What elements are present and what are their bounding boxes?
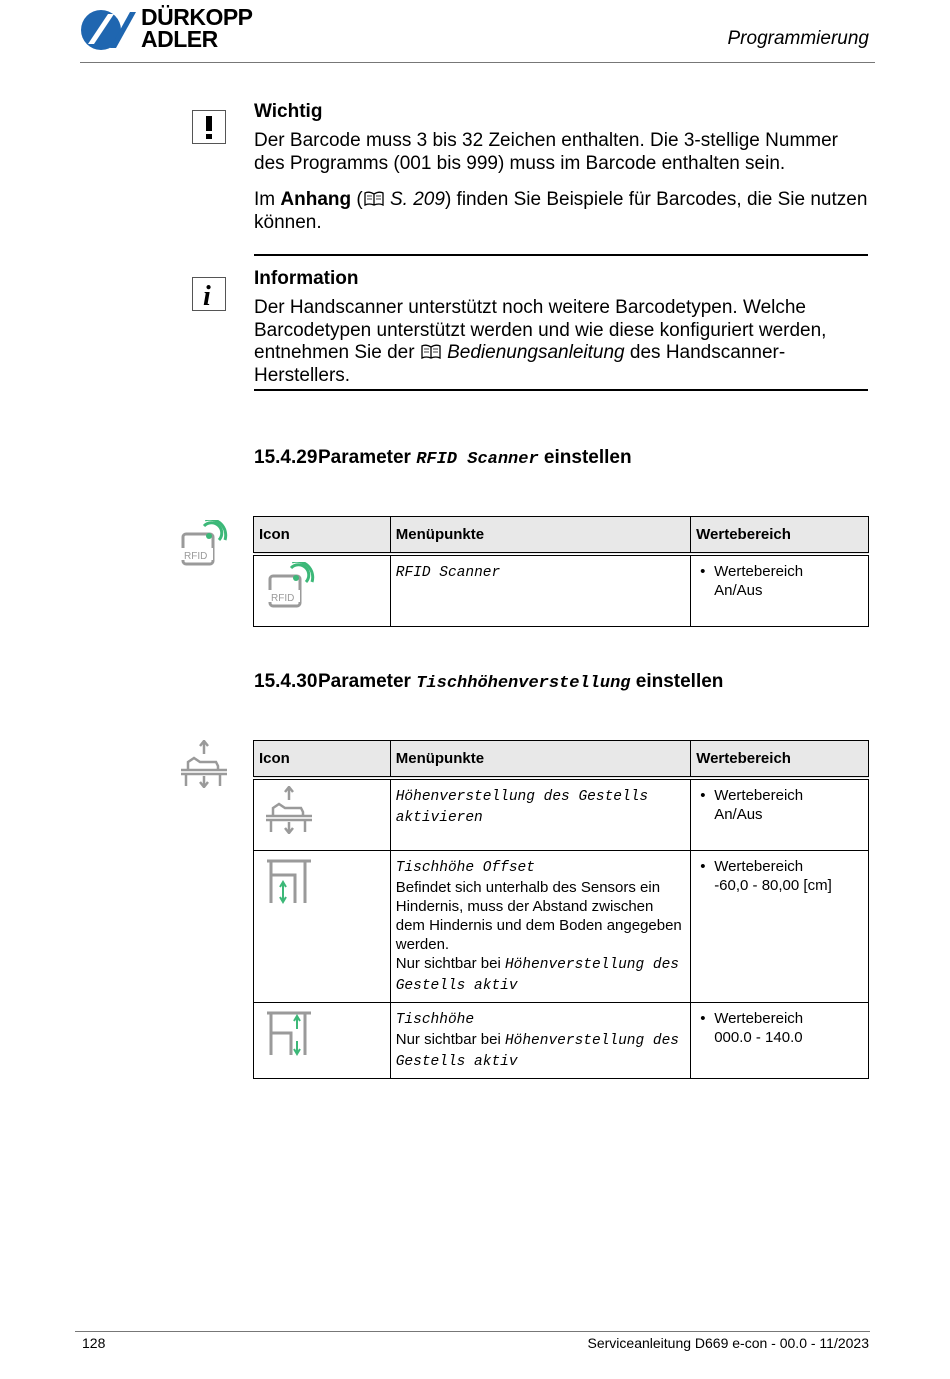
ref-open: ( [351, 189, 363, 210]
col-header-menu: Menüpunkte [390, 517, 690, 555]
height-adjust-icon [265, 786, 313, 834]
row-range-cell [691, 554, 869, 626]
exclamation-icon [192, 110, 226, 144]
row-icon-cell [254, 1002, 391, 1078]
ref-page-link[interactable]: S. 209 [390, 189, 445, 210]
section-title-prefix: Parameter [318, 447, 417, 468]
col-header-icon: Icon [254, 517, 391, 555]
brand-line-1: DÜRKOPP [141, 4, 253, 30]
menu-item-description: Befindet sich unterhalb des Sensors ein Hindernis, muss der Abstand zwischen dem Hindernis und dem Boden angegeben werden. [395, 878, 682, 953]
menu-item-name: Tischhöhe [395, 1011, 475, 1028]
note-info-text [254, 297, 869, 387]
brand-line-2: ADLER [141, 26, 218, 52]
row-menu-cell [390, 850, 690, 1002]
ref-appendix-label: Anhang [280, 189, 352, 210]
row-range-cell [691, 778, 869, 850]
table-row [254, 1002, 869, 1078]
visibility-prefix: Nur sichtbar bei [395, 954, 505, 972]
rfid-icon [180, 520, 230, 568]
row-menu-cell [390, 1002, 690, 1078]
section-title-param: RFID Scanner [416, 450, 539, 469]
book-icon [363, 191, 385, 207]
col-header-menu: Menüpunkte [390, 741, 690, 779]
ref-prefix: Im [254, 189, 281, 210]
row-icon-cell [254, 778, 391, 850]
rfid-param-table [253, 516, 869, 627]
rfid-icon [267, 562, 317, 610]
range-value: 000.0 - 140.0 [714, 1028, 803, 1046]
note-info-heading: Information [254, 268, 359, 289]
row-range-cell [691, 1002, 869, 1078]
row-menu-cell [390, 554, 690, 626]
row-range-cell [691, 850, 869, 1002]
visibility-prefix: Nur sichtbar bei [395, 1030, 505, 1048]
table-height-icon [265, 1009, 313, 1057]
note-divider [254, 254, 868, 256]
section-heading-table-height [254, 671, 723, 693]
visibility-param: Höhenverstellung des Gestells aktiv [395, 1032, 679, 1070]
section-title-prefix: Parameter [318, 671, 417, 692]
book-icon [420, 344, 442, 360]
table-row [254, 778, 869, 850]
row-icon-cell [254, 554, 391, 626]
col-header-icon: Icon [254, 741, 391, 779]
brand-name [141, 6, 253, 50]
svg-text:RFID: RFID [184, 551, 208, 562]
table-row [254, 554, 869, 626]
menu-item-name: Tischhöhe Offset [395, 859, 535, 876]
document-title: Serviceanleitung D669 e-con - 00.0 - 11/2023 [587, 1335, 869, 1351]
section-title-suffix: einstellen [538, 447, 632, 468]
info-text-prefix: Der Handscanner unterstützt noch weitere Barcodetypen. Welche Barcodetypen unterstützt werden und wie diese konfiguriert werden, entnehmen Sie der [254, 297, 827, 363]
footer-divider [75, 1331, 870, 1332]
menu-item-name: RFID Scanner [395, 565, 501, 581]
svg-text:i: i [203, 281, 211, 310]
info-text-suffix: des Handscanner-Herstellers. [254, 342, 786, 386]
note-important-text: Der Barcode muss 3 bis 32 Zeichen enthalten. Die 3-stellige Nummer des Programms (001 bis 999) muss im Barcode enthalten sein. [254, 130, 838, 174]
table-offset-icon [265, 857, 313, 905]
col-header-range: Wertebereich [691, 517, 869, 555]
col-header-range: Wertebereich [691, 741, 869, 779]
range-value: An/Aus [714, 582, 763, 599]
brand-logo-icon [80, 8, 136, 52]
note-divider [254, 389, 868, 391]
svg-text:RFID: RFID [271, 593, 295, 604]
range-value: -60,0 - 80,00 [cm] [714, 876, 832, 894]
page-number: 128 [82, 1335, 106, 1351]
range-value: An/Aus [714, 806, 763, 823]
table-row [254, 850, 869, 1002]
visibility-param: Höhenverstellung des Gestells aktiv [395, 956, 679, 994]
height-adjust-icon [180, 740, 228, 788]
range-label: Wertebereich [714, 1009, 804, 1027]
row-menu-cell [390, 778, 690, 850]
section-title-suffix: einstellen [630, 671, 724, 692]
note-important-heading: Wichtig [254, 101, 323, 122]
page-section-title: Programmierung [727, 28, 869, 49]
range-label: Wertebereich [714, 787, 804, 804]
header-divider [80, 62, 875, 63]
menu-item-name: Höhenverstellung des Gestells aktivieren [395, 789, 649, 826]
info-icon [192, 277, 226, 311]
range-label: Wertebereich [714, 857, 804, 875]
range-label: Wertebereich [714, 563, 804, 580]
info-manual-link[interactable]: Bedienungsanleitung [447, 342, 625, 363]
section-number: 15.4.29 [254, 447, 318, 468]
table-header-row [254, 741, 869, 779]
row-icon-cell [254, 850, 391, 1002]
section-number: 15.4.30 [254, 671, 318, 692]
table-header-row [254, 517, 869, 555]
note-important-reference [254, 189, 869, 234]
section-title-param: Tischhöhenverstellung [416, 674, 631, 693]
table-height-param-table [253, 740, 869, 1079]
ref-suffix: ) finden Sie Beispiele für Barcodes, die Sie nutzen können. [254, 189, 868, 233]
section-heading-rfid [254, 447, 632, 469]
